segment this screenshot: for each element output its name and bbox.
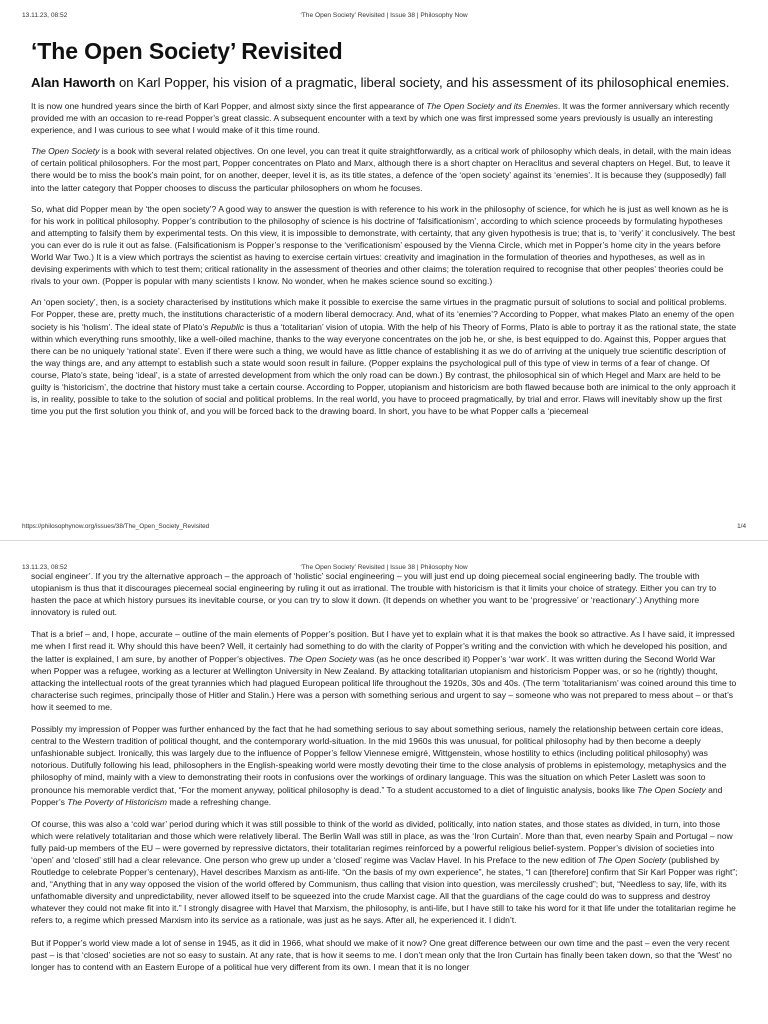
paragraph-text: is a book with several related objectives. On one level, you can treat it quite straightforwardly, as a critical work of philosophy which deals, in detail, with the main ideas of certain political philosophers. For the most part, Popper concentrates on Plato and Marx, although there is a short chapter on Heraclitus and several chapters on Hegel. But, to leave it there would be to miss the book’s main point, for on another, deeper, level it is, as its title states, a defence of the ‘open society’ against its ‘enemies’. It is because they (supposedly) fall into the latter category that Popper chooses to discuss the particular philosophers on whom he focuses. (31, 146, 732, 193)
body-paragraph (31, 145, 738, 193)
body-paragraph (31, 723, 738, 808)
body-paragraph (31, 937, 738, 973)
page-number: 1/4 (737, 523, 746, 530)
paragraph-text: . It was the former anniversary which recently provided me with an occasion to re-read Popper’s great classic. A subsequent encounter with a text by which one was first impressed some years previously is usually an interesting experience, and I was curious to see what I would make of it this time round. (31, 101, 730, 136)
paragraph-text: and Popper’s (31, 784, 723, 807)
italic-title-text: The Poverty of Historicism (67, 796, 168, 807)
author-name: Alan Haworth (31, 75, 116, 90)
article-standfirst (31, 75, 738, 91)
print-footer (0, 523, 768, 533)
body-paragraph (31, 818, 738, 927)
paragraph-text: It is now one hundred years since the birth of Karl Popper, and almost sixty since the first appearance of (31, 101, 427, 111)
italic-title-text: The Open Society (637, 784, 706, 795)
body-paragraph (31, 203, 738, 288)
print-page-title: ‘The Open Society’ Revisited | Issue 38 | Philosophy Now (300, 564, 468, 571)
print-page-title: ‘The Open Society’ Revisited | Issue 38 | Philosophy Now (300, 12, 468, 19)
italic-title-text: The Open Society and its Enemies (426, 101, 558, 111)
print-date: 13.11.23, 08:52 (22, 564, 68, 571)
page-url: https://philosophynow.org/issues/38/The_Open_Society_Revisited (22, 523, 210, 530)
print-header (0, 12, 768, 22)
body-paragraph (31, 100, 738, 136)
paragraph-text: is thus a ‘totalitarian’ vision of utopia. With the help of his Theory of Forms, Plato is able to portray it as the rational state, the state within which everything runs smoothly, like a well-oiled machine, thanks to the way everyone concentrates on the job he, or she, is best equipped to do. Against this, Popper argues that there can be no uniquely ‘rational state’. Even if there were such a thing, we would have as little chance of establishing it as we do of arriving at the uniquely true scientific description of the way things are, and any attempt to establish such a state would soon result in failure. (Popper explains the psychological pull of this type of view in terms of a fear of change. Of course, Plato’s state, being ‘ideal’, is a state of arrested development from which the only road can be down.) By contrast, the philosophical sin of which Hegel and Marx are held to be guilty is ‘historicism’, the doctrine that history must take a certain course. According to Popper, utopianism and historicism are both flawed because both are inimical to the only approach it is, in reality, possible to take to the solution of social and political problems. In the real world, you have to proceed pragmatically, by trial and error. Flaws will inevitably show up the first time you put the first solution you think of, and you will be forced back to the drawing board. In short, you have to be what Popper calls a ‘piecemeal (31, 321, 737, 417)
print-date: 13.11.23, 08:52 (22, 12, 68, 19)
italic-title-text: Republic (210, 321, 244, 332)
paragraph-text: An ‘open society’, then, is a society characterised by institutions which make it possible to exercise the same virtues in the pragmatic pursuit of solutions to social and political problems. For Popper, these are, pretty much, the institutions characteristic of a modern liberal democracy. And, what of its ‘enemies’? According to Popper, what makes Plato an enemy of the open society is his ‘holism’. The ideal state of Plato’s (31, 297, 734, 332)
article-title: ‘The Open Society’ Revisited (31, 38, 343, 64)
paragraph-text: Possibly my impression of Popper was further enhanced by the fact that he had something serious to say about something serious, namely the relationship between certain core ideas, central to the Western tradition of political thought, and the contemporary world-situation. In the mid 1960s this was unusual, for political philosophy had by then become a deeply unfashionable subject. Ironically, this was largely due to the influence of Popper’s fellow Viennese emigré, Wittgenstein, whose hostility to ethics (including political philosophy) was notorious. Dutifully following his lead, philosophers in the English-speaking world were mostly devoting their time to the close analysis of problems in epistemology, metaphysics and the philosophy of mind, mainly with a view to demonstrating their roots in confusions over the workings of ordinary language. This was the situation on which Peter Laslett was soon to pronounce his memorable verdict that, “For the moment anyway, political philosophy is dead.” To a student accustomed to a diet of linguistic analysis, books like (31, 724, 727, 795)
italic-title-text: The Open Society (31, 146, 100, 157)
pdf-page-2 (0, 552, 768, 1024)
paragraph-text: That is a brief – and, I hope, accurate – outline of the main elements of Popper’s position. But I have yet to explain what it is that makes the book so attractive. As I have said, it impressed me when I first read it. Why should this have been? Well, it certainly had something to do with the clarity of Popper’s writing and the conviction with which he developed his position, and the latter is explained, I am sure, by another of Popper’s objectives. (31, 629, 735, 664)
paragraph-text: So, what did Popper mean by ‘the open society’? A good way to answer the question is with reference to his work in the philosophy of science, for which he is just as well known as he is for his work in political philosophy. Popper’s contribution to the philosophy of science is his doctrine of ‘falsificationism’, according to which science proceeds by formulating hypotheses and attempting to falsify them by experimental tests. On this view, it is impossible to demonstrate, with certainty, that any given hypothesis is true; that is, to ‘verify’ it conclusively. The best you can ever do is rule it out as false. (Falsificationism is Popper’s response to the ‘verificationism’ espoused by the Vienna Circle, which met in Popper’s home city in the years before World War Two.) It is a view which portrays the scientist as having to exercise certain virtues: creativity and imagination in the formulation of theories and hypotheses, as well as in devising experiments with which to test them; critical rationality in the assessment of theories and other claims; the toleration required to recognise that other peoples’ theories could be rivals to your own. (Popper is popular with many scientists I know. No wonder, when he makes science sound so exciting.) (31, 203, 736, 287)
article-content (31, 37, 738, 426)
page2-body (31, 570, 738, 973)
body-paragraph (31, 296, 738, 417)
paragraph-text: social engineer’. If you try the alternative approach – the approach of ‘holistic’ social engineering – you will just end up doing piecemeal social engineering badly. The trouble with utopianism is thus that it discourages piecemeal social engineering by ruling it out as irrational. The trouble with historicism is that it limits your choice of strategy. Either you can try to hasten the pace at which history pursues its inevitable course, or you can try to slow it down. (It depends on whether you want to be ‘progressive’ or ‘reactionary’.) Anything more innovatory is ruled out. (31, 571, 717, 618)
italic-title-text: The Open Society (597, 854, 667, 865)
paragraph-text: was (as he once described it) Popper’s ‘war work’. It was written during the Second World War when Popper was a refugee, working as a lecturer at Wellington University in New Zealand. By attacking totalitarian utopianism and historicism Popper was, or so he (rightly) thought, attacking the intellectual roots of the great tyrannies which had plagued European political life throughout the 1920s, 30s and 40s. (The term ‘totalitarianism’ was coined around this time to characterise such regimes, principally those of Hitler and Stalin.) Here was a person with something serious and urgent to say – someone who was not prepared to mess about – or that’s how it seemed to me. (31, 653, 737, 712)
paragraph-text: made a refreshing change. (167, 796, 272, 807)
body-paragraph (31, 628, 738, 713)
standfirst-text: on Karl Popper, his vision of a pragmatic, liberal society, and his assessment of its philosophical enemies. (115, 75, 730, 90)
italic-title-text: The Open Society (288, 653, 357, 664)
page1-body (31, 100, 738, 417)
article-content (31, 570, 738, 983)
paragraph-text: Of course, this was also a ‘cold war’ period during which it was still possible to think of the world as divided, politically, into nation states, and those states as divided, in turn, into those which were relatively totalitarian and those which were relatively liberal. The Berlin Wall was still in place, as was the ‘Iron Curtain’. More than that, even nearby Spain and Portugal – now fully paid-up members of the EU – were governed by repressive dictators, their totalitarian regimes reinforced by a powerful religious belief-system. Popper’s division of societies into ‘open’ and ‘closed’ still had a clear relevance. One person who grew up under a ‘closed’ regime was Vaclav Havel. In his Preface to the new edition of (31, 818, 733, 865)
paragraph-text: (published by Routledge to celebrate Popper’s centenary), Havel describes Marxism as anti-life. “On the basis of my own experience”, he states, “I can [therefore] confirm that Sir Karl Popper was right”; and, “Anything that in any way opposed the vision of the world offered by Communism, thus calling that vision into question, was mercilessly crushed”; but, “Needless to say, life, with its unfathomable diversity and unpredictability, never allowed itself to be squeezed into the crude Marxist cage. All that the guardians of the cage could do was to suppress and destroy whatever they could not make fit into it.” I strongly disagree with Havel that Marxism, the philosophy, is anti-life, but I have still to take his word for it that life under the totalitarian regime he refers to, a regime which pressed Marxism into its service as a rationale, was just as he says. After all, he experienced it. I didn’t. (31, 854, 738, 926)
paragraph-text: But if Popper’s world view made a lot of sense in 1945, as it did in 1966, what should we make of it now? One great difference between our own time and the past – even the very recent past – is that ‘closed’ societies are not so easy to sustain. At any rate, that is how it seems to me. I don’t mean only that the Iron Curtain has finally been taken down, so that the ‘West’ no longer has to contend with an Eastern Europe of a political hue very different from its own. I mean that it is no longer (31, 937, 732, 972)
body-paragraph (31, 570, 738, 618)
